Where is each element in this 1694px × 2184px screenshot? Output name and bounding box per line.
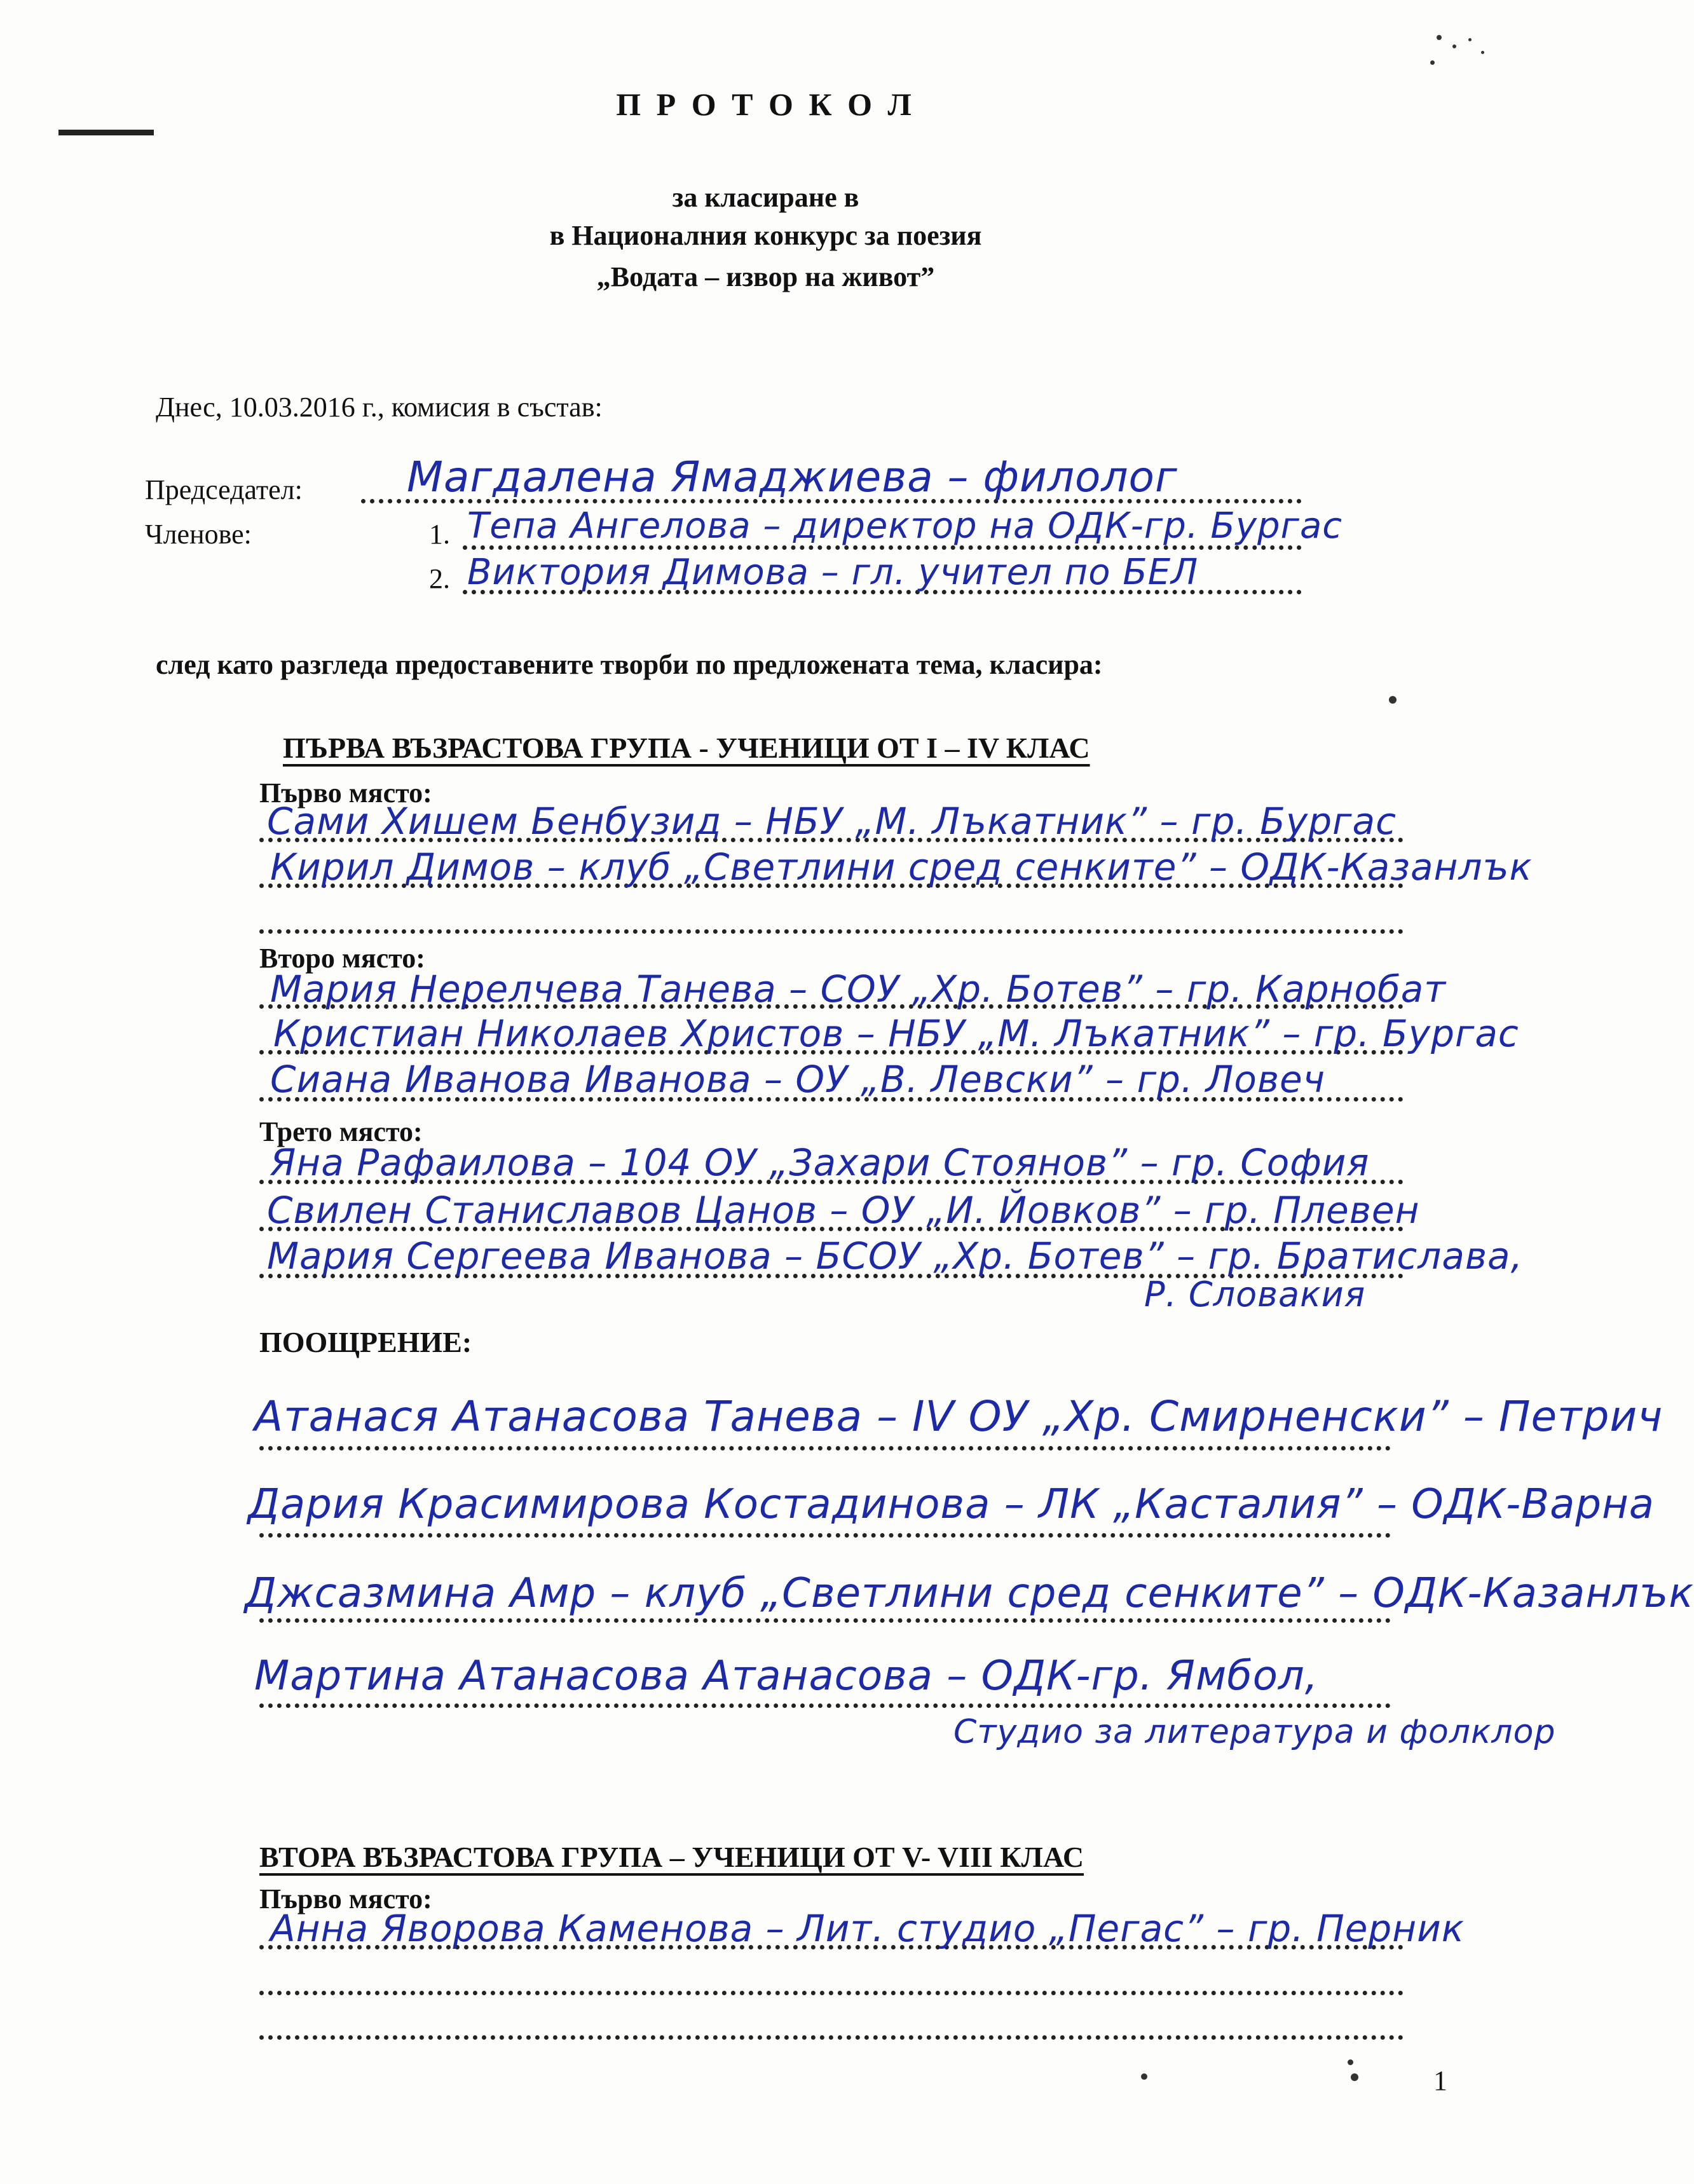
member-1-number: 1. [429,519,450,550]
group-1-second-entry-2: Кристиан Николаев Христов – НБУ „М. Лъкатник” – гр. Бургас [273,1012,1519,1055]
group-1-second-entry-3: Сиана Иванова Иванова – ОУ „В. Левски” – гр. Ловеч [270,1058,1325,1101]
group-2-first-entry-1: Анна Яворова Каменова – Лит. студио „Пегас” – гр. Перник [270,1907,1465,1950]
group-1-heading: ПЪРВА ВЪЗРАСТОВА ГРУПА - УЧЕНИЦИ ОТ I – IV КЛАС [283,732,1090,764]
group-2-heading: ВТОРА ВЪЗРАСТОВА ГРУПА – УЧЕНИЦИ ОТ V- VIII КЛАС [259,1841,1084,1873]
group-1-first-label: Първо място: [259,777,432,809]
group-1-first-entry-2: Кирил Димов – клуб „Светлини сред сенките” – ОДК-Казанлък [270,845,1533,889]
member-2-number: 2. [429,563,450,594]
subtitle-line-2: в Националния конкурс за поезия [549,220,982,251]
document-title: П Р О Т О К О Л [616,86,915,122]
chair-handwriting: Магдалена Ямаджиева – филолог [407,453,1178,502]
member-2-handwriting: Виктория Димова – гл. учител по БЕЛ [467,552,1199,593]
group-1-third-label: Трето място: [259,1116,423,1147]
group-2-first-line-2 [259,1991,1404,1995]
group-1-enc-entry-1: Атанася Атанасова Танева – IV ОУ „Хр. Смирненски” – Петрич [254,1392,1663,1441]
group-1-second-entry-1: Мария Нерелчева Танева – СОУ „Хр. Ботев” – гр. Карнобат [270,967,1447,1011]
group-1-third-entry-2: Свилен Станиславов Цанов – ОУ „И. Йовков” – гр. Плевен [267,1189,1420,1232]
chair-label: Председател: [145,474,303,505]
group-1-second-label: Второ място: [259,943,425,974]
group-1-third-entry-3: Мария Сергеева Иванова – БСОУ „Хр. Ботев” – гр. Братислава, [267,1234,1524,1278]
group-1-enc-entry-5: Студио за литература и фолклор [953,1713,1556,1751]
group-1-enc-line-2 [259,1533,1391,1538]
subtitle-line-3: „Водата – извор на живот” [596,261,935,292]
group-1-enc-line-1 [259,1446,1391,1450]
group-1-encouragement-label: ПООЩРЕНИЕ: [259,1326,472,1358]
group-1-first-entry-1: Сами Хишем Бенбузид – НБУ „М. Лъкатник” – гр. Бургас [267,800,1397,843]
members-label: Членове: [145,519,252,550]
group-1-enc-entry-3: Джсазмина Амр – клуб „Светлини сред сенките” – ОДК-Казанлък [245,1570,1694,1617]
group-2-first-label: Първо място: [259,1883,432,1914]
statement-text: след като разгледа предоставените творби по предложената тема, класира: [156,649,1103,680]
group-1-enc-entry-2: Дария Красимирова Костадинова – ЛК „Касталия” – ОДК-Варна [248,1481,1655,1528]
group-1-first-line-3 [259,929,1404,934]
subtitle-line-1: за класиране в [672,182,859,213]
intro-text: Днес, 10.03.2016 г., комисия в състав: [156,392,603,423]
page-number: 1 [1433,2065,1447,2096]
group-2-first-line-3 [259,2035,1404,2040]
member-1-handwriting: Тепа Ангелова – директор на ОДК-гр. Бургас [467,505,1343,547]
group-1-enc-line-4 [259,1703,1391,1708]
group-1-third-entry-4: Р. Словакия [1144,1274,1366,1314]
margin-mark [58,130,154,135]
group-1-third-entry-1: Яна Рафаилова – 104 ОУ „Захари Стоянов” – гр. София [270,1141,1370,1184]
group-1-enc-line-3 [259,1618,1391,1623]
group-1-enc-entry-4: Мартина Атанасова Атанасова – ОДК-гр. Ямбол, [254,1653,1319,1700]
